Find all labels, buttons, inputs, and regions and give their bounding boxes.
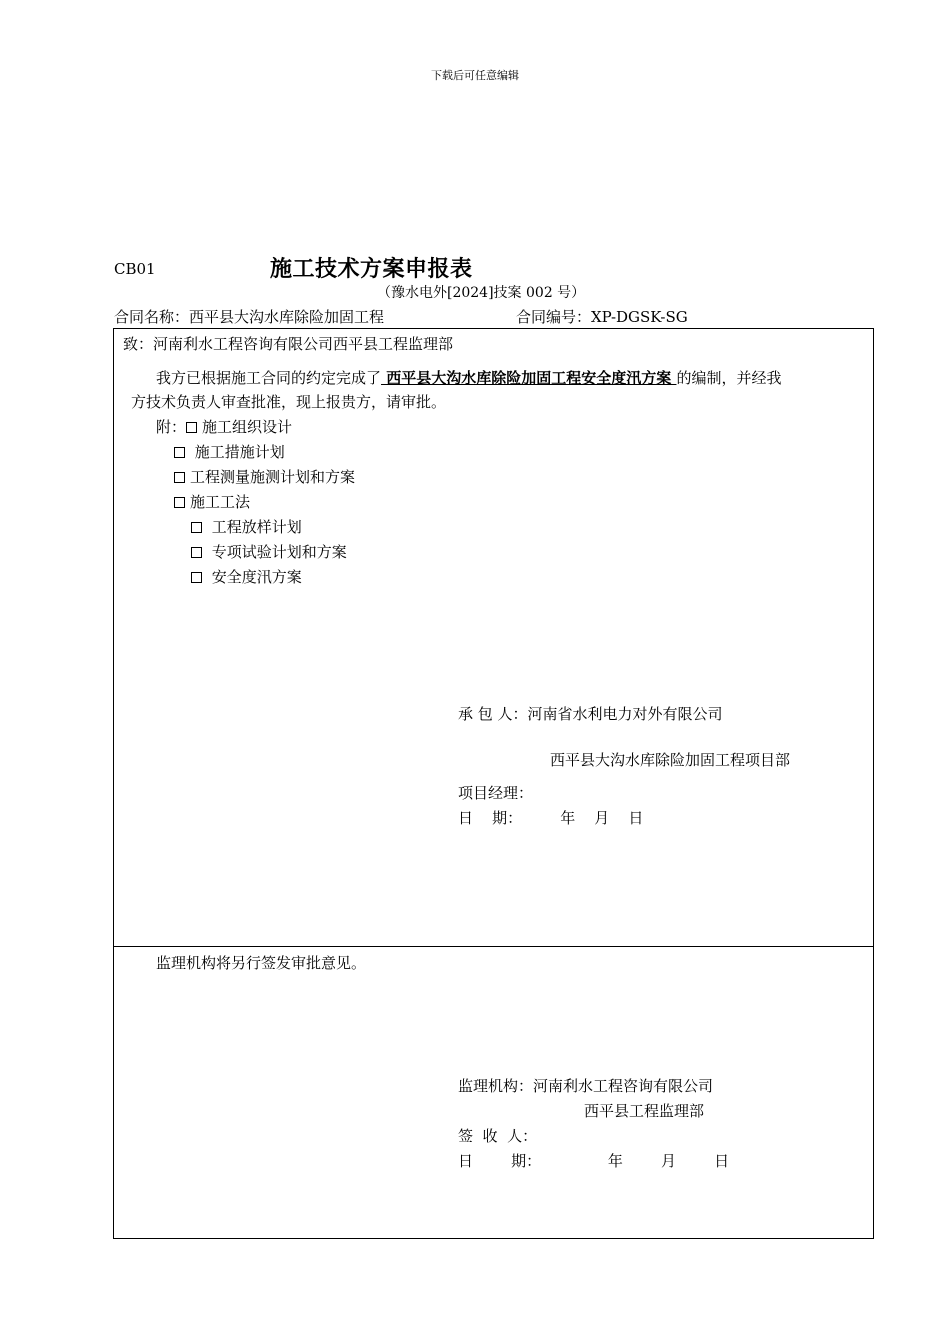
attachment-text: 工程测量施测计划和方案 (190, 468, 356, 486)
statement-line-2: 方技术负责人审查批准，现上报贵方，请审批。 (131, 393, 447, 411)
attachment-text: 安全度汛方案 (207, 568, 302, 586)
checkbox-icon[interactable] (191, 547, 202, 558)
checkbox-icon[interactable] (174, 472, 185, 483)
supervision-dept-line: 西平县工程监理部 (584, 1102, 705, 1120)
project-manager-line: 项目经理： (458, 784, 534, 802)
attachment-item (191, 516, 302, 537)
supervision-date-line: 日 期： 年 月 日 (458, 1152, 730, 1170)
checkbox-icon[interactable] (174, 447, 185, 458)
attachment-item (174, 466, 355, 487)
attachment-label: 附： (156, 418, 187, 436)
receiver-line: 签 收 人： (458, 1127, 538, 1145)
attachment-text: 施工组织设计 (202, 418, 293, 436)
statement-line-1 (156, 367, 781, 388)
form-number: （豫水电外[2024]技案 002 号） (377, 285, 586, 301)
form-title: 施工技术方案申报表 (270, 256, 473, 282)
plan-name: 西平县大沟水库除险加固工程安全度汛方案 (381, 369, 677, 387)
statement-prefix: 我方已根据施工合同的约定完成了 (156, 369, 382, 387)
contractor-line: 承 包 人：河南省水利电力对外有限公司 (458, 705, 723, 723)
supervision-note: 监理机构将另行签发审批意见。 (156, 954, 367, 972)
attachment-item (191, 541, 347, 562)
statement-suffix: 的编制，并经我 (676, 369, 782, 387)
checkbox-icon[interactable] (191, 572, 202, 583)
attachment-item (156, 416, 292, 437)
checkbox-icon[interactable] (191, 522, 202, 533)
supervision-org-line: 监理机构：河南利水工程咨询有限公司 (458, 1077, 714, 1095)
application-section (113, 328, 874, 947)
contractor-date-line: 日 期： 年 月 日 (458, 809, 644, 827)
attachment-item (191, 566, 302, 587)
attachment-text: 施工措施计划 (190, 443, 285, 461)
attachment-text: 施工工法 (190, 493, 251, 511)
project-dept-line: 西平县大沟水库除险加固工程项目部 (550, 751, 791, 769)
attachment-text: 专项试验计划和方案 (207, 543, 347, 561)
recipient-line: 致：河南利水工程咨询有限公司西平县工程监理部 (123, 335, 454, 353)
attachment-item (174, 441, 285, 462)
contract-name: 合同名称：西平县大沟水库除险加固工程 (114, 308, 385, 326)
checkbox-icon[interactable] (174, 497, 185, 508)
contract-number: 合同编号：XP-DGSK-SG (516, 308, 688, 326)
attachment-item (174, 491, 250, 512)
form-code: CB01 (114, 260, 156, 278)
attachment-text: 工程放样计划 (207, 518, 302, 536)
supervision-section (113, 946, 874, 1239)
header-note: 下载后可任意编辑 (431, 69, 519, 82)
checkbox-icon[interactable] (186, 422, 197, 433)
